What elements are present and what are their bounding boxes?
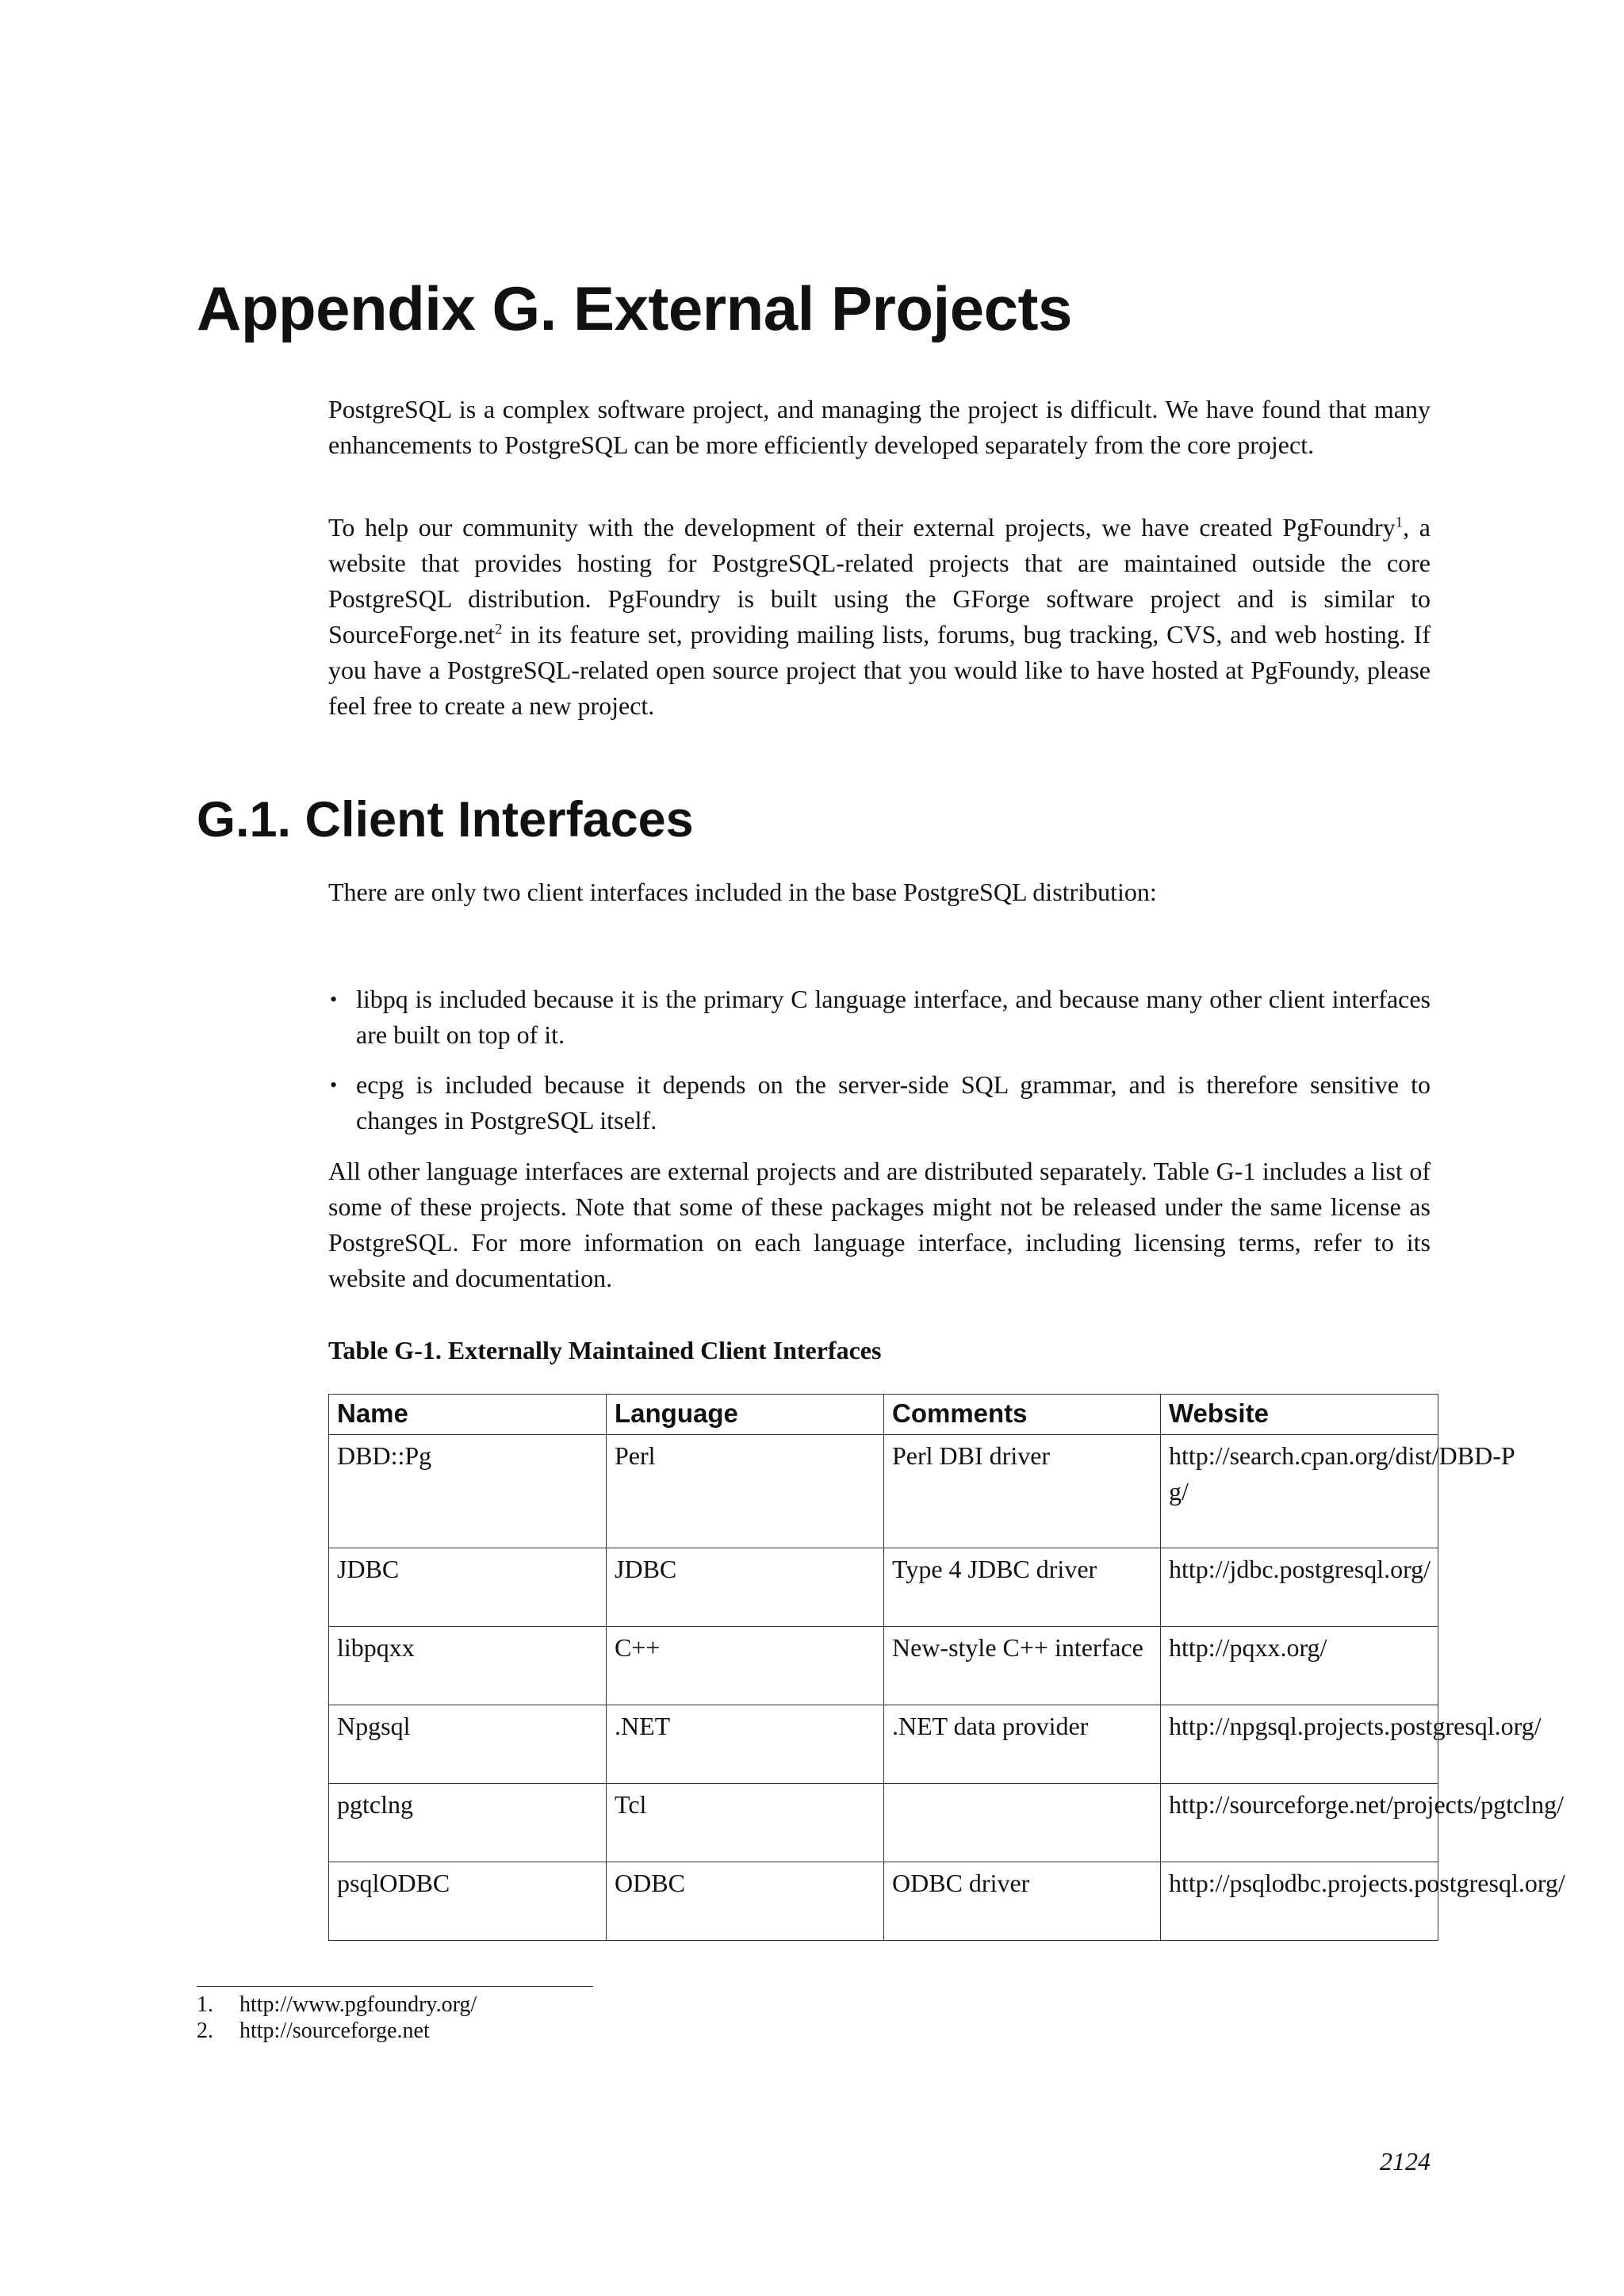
page-title: Appendix G. External Projects <box>197 274 1072 343</box>
website-link[interactable]: http://pqxx.org/ <box>1169 1633 1327 1662</box>
website-link[interactable]: http://npgsql.projects.postgresql.org/ <box>1169 1712 1542 1740</box>
cell-website <box>1161 1627 1438 1705</box>
footnotes <box>197 1992 477 2044</box>
cell-name: JDBC <box>329 1548 607 1627</box>
section-heading: G.1. Client Interfaces <box>197 792 694 848</box>
cell-comments <box>884 1784 1161 1862</box>
table-caption: Table G-1. Externally Maintained Client Interfaces <box>328 1336 882 1364</box>
cell-language: C++ <box>607 1627 884 1705</box>
table-row <box>329 1548 1438 1627</box>
website-link[interactable]: http://jdbc.postgresql.org/ <box>1169 1555 1431 1583</box>
table-row <box>329 1784 1438 1862</box>
section-body: All other language interfaces are external projects and are distributed separately. Table G-1 includes a list of some of these projects. Note that some of these packages might not be released under the same license as PostgreSQL. For more information on each language interface, including licensing terms, refer to its website and documentation. <box>328 1157 1431 1292</box>
website-link[interactable]: http://search.cpan.org/dist/DBD-Pg/ <box>1169 1441 1515 1506</box>
cell-website <box>1161 1705 1542 1784</box>
cell-name: Npgsql <box>329 1705 607 1784</box>
cell-comments: Perl DBI driver <box>884 1435 1161 1548</box>
cell-comments: New-style C++ interface <box>884 1627 1161 1705</box>
column-header-language: Language <box>607 1395 884 1435</box>
cell-language: JDBC <box>607 1548 884 1627</box>
bullet-icon: • <box>330 988 338 1011</box>
section-lead: There are only two client interfaces included in the base PostgreSQL distribution: <box>328 878 1157 906</box>
column-header-name: Name <box>329 1395 607 1435</box>
cell-name: libpqxx <box>329 1627 607 1705</box>
footnote-ref-2[interactable]: 2 <box>495 621 503 638</box>
footnote-divider <box>197 1986 593 1987</box>
footnote-number: 2. <box>197 2019 213 2043</box>
intro-text-a: To help our community with the development of their external projects, we have created PgFoundry <box>328 513 1396 541</box>
footnote-number: 1. <box>197 1992 213 2017</box>
footnote-item <box>197 1992 477 2018</box>
cell-comments: .NET data provider <box>884 1705 1161 1784</box>
list-item <box>328 982 1431 1053</box>
footnote-link[interactable]: http://sourceforge.net <box>239 2019 430 2043</box>
website-link[interactable]: http://sourceforge.net/projects/pgtclng/ <box>1169 1790 1564 1819</box>
footnote-link[interactable]: http://www.pgfoundry.org/ <box>239 1992 477 2017</box>
list-item-text: ecpg is included because it depends on the server-side SQL grammar, and is therefore sensitive to changes in PostgreSQL itself. <box>356 1070 1431 1135</box>
table-row <box>329 1705 1438 1784</box>
cell-language: .NET <box>607 1705 884 1784</box>
table-row <box>329 1627 1438 1705</box>
cell-language: Perl <box>607 1435 884 1548</box>
table-row <box>329 1435 1438 1548</box>
cell-comments: ODBC driver <box>884 1862 1161 1941</box>
cell-website <box>1161 1784 1564 1862</box>
client-interfaces-table <box>328 1394 1565 1941</box>
cell-language: ODBC <box>607 1862 884 1941</box>
cell-name: DBD::Pg <box>329 1435 607 1548</box>
cell-website <box>1161 1435 1515 1548</box>
footnote-item <box>197 2018 477 2044</box>
intro-paragraph-2 <box>328 510 1431 724</box>
cell-website <box>1161 1548 1438 1627</box>
column-header-website: Website <box>1161 1395 1438 1435</box>
column-header-comments: Comments <box>884 1395 1161 1435</box>
list-item-text: libpq is included because it is the primary C language interface, and because many other client interfaces are built on top of it. <box>356 985 1431 1049</box>
website-link[interactable]: http://psqlodbc.projects.postgresql.org/ <box>1169 1869 1565 1897</box>
cell-name: psqlODBC <box>329 1862 607 1941</box>
cell-language: Tcl <box>607 1784 884 1862</box>
bullet-icon: • <box>330 1073 338 1096</box>
table-header-row <box>329 1395 1438 1435</box>
intro-text-b: , a website that provides hosting for PostgreSQL-related projects that are maintained outside the core PostgreSQL distribution. PgFoundry is built using the GForge software project and is similar to SourceForge.net <box>328 513 1431 649</box>
page-number: 2124 <box>1380 2147 1431 2175</box>
footnote-ref-1[interactable]: 1 <box>1395 514 1404 531</box>
cell-comments: Type 4 JDBC driver <box>884 1548 1161 1627</box>
list-item <box>328 1067 1431 1138</box>
interfaces-list <box>328 982 1431 1153</box>
table-row <box>329 1862 1438 1941</box>
cell-name: pgtclng <box>329 1784 607 1862</box>
intro-paragraph-1: PostgreSQL is a complex software project, and managing the project is difficult. We have found that many enhancements to PostgreSQL can be more efficiently developed separately from the core project. <box>328 395 1431 459</box>
intro-text-c: in its feature set, providing mailing lists, forums, bug tracking, CVS, and web hosting. If you have a PostgreSQL-related open source project that you would like to have hosted at PgFoundy, please feel free to create a new project. <box>328 620 1431 720</box>
cell-website <box>1161 1862 1565 1941</box>
